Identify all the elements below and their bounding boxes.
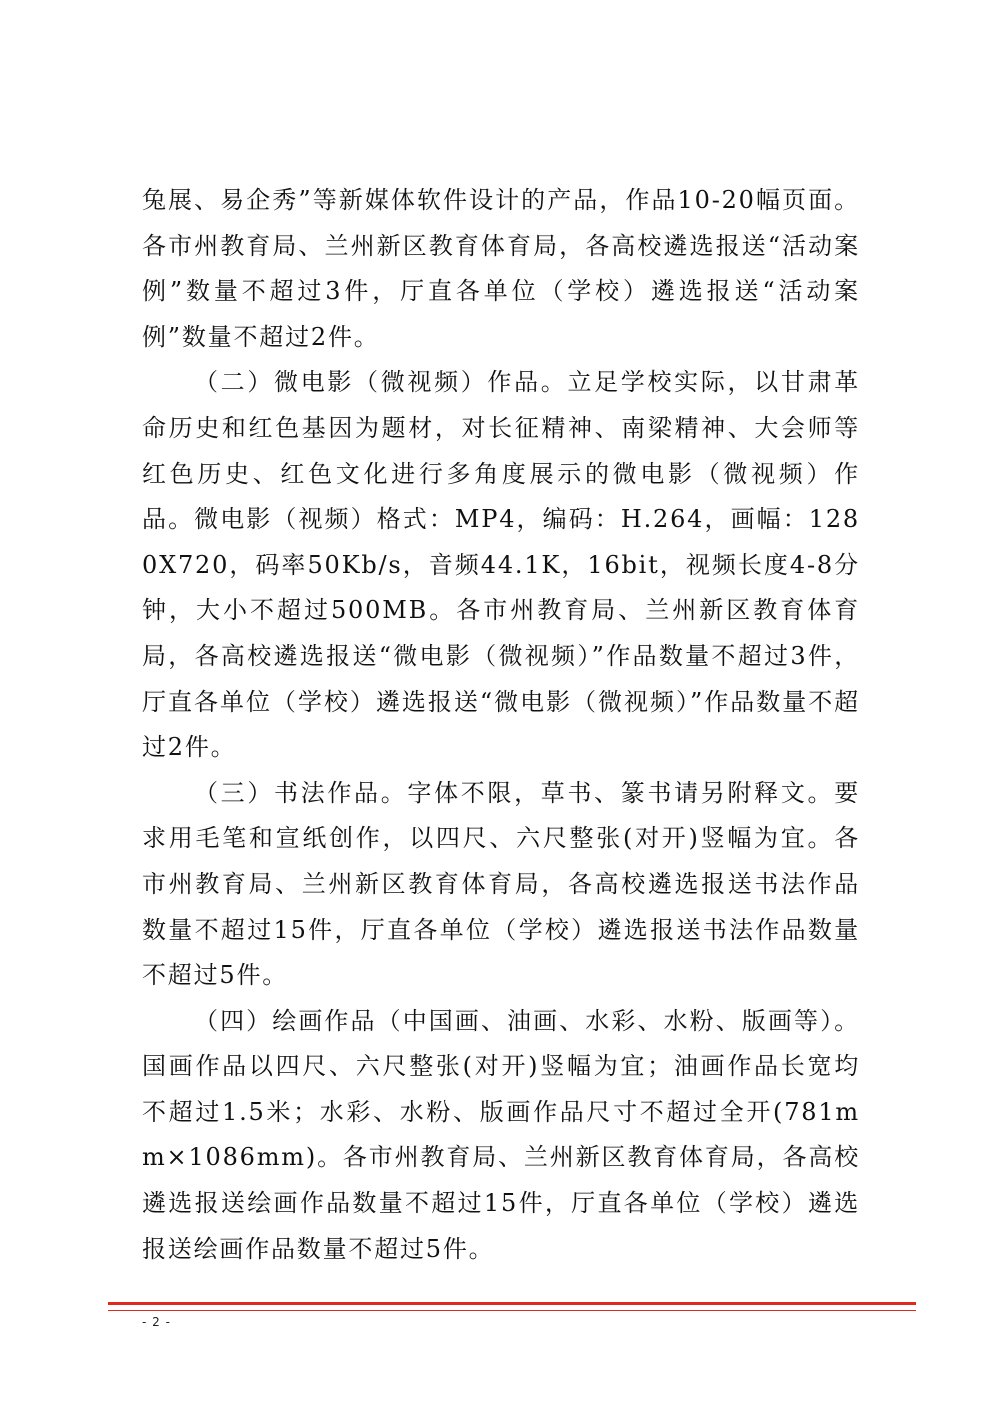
paragraph-micro-film: （二）微电影（微视频）作品。立足学校实际，以甘肃革命历史和红色基因为题材，对长征精神、南梁精神、大会师等红色历史、红色文化进行多角度展示的微电影（微视频）作品。微电影（视频）格式：MP4，编码：H.264，画幅：1280X720，码率50Kb/s，音频44.1K，16bit，视频长度4-8分钟，大小不超过500MB。各市州教育局、兰州新区教育体育局，各高校遴选报送“微电影（微视频）”作品数量不超过3件，厅直各单位（学校）遴选报送“微电影（微视频）”作品数量不超过2件。 <box>142 368 860 762</box>
footer-rule-thin <box>108 1310 916 1311</box>
paragraph-calligraphy: （三）书法作品。字体不限，草书、篆书请另附释文。要求用毛笔和宣纸创作，以四尺、六尺整张(对开)竖幅为宜。各市州教育局、兰州新区教育体育局，各高校遴选报送书法作品数量不超过15件，厅直各单位（学校）遴选报送书法作品数量不超过5件。 <box>142 778 860 990</box>
footer-rule-thick <box>108 1302 916 1305</box>
paragraph-activity-case-continuation: 兔展、易企秀”等新媒体软件设计的产品，作品10-20幅页面。各市州教育局、兰州新区教育体育局，各高校遴选报送“活动案例”数量不超过3件，厅直各单位（学校）遴选报送“活动案例”数量不超过2件。 <box>142 186 860 351</box>
paragraph-painting: （四）绘画作品（中国画、油画、水彩、水粉、版画等）。国画作品以四尺、六尺整张(对开)竖幅为宜；油画作品长宽均不超过1.5米；水彩、水粉、版画作品尺寸不超过全开(781mm×1086mm)。各市州教育局、兰州新区教育体育局，各高校遴选报送绘画作品数量不超过15件，厅直各单位（学校）遴选报送绘画作品数量不超过5件。 <box>142 1006 860 1263</box>
document-body <box>142 178 860 1272</box>
page-number: - 2 - <box>142 1315 171 1329</box>
